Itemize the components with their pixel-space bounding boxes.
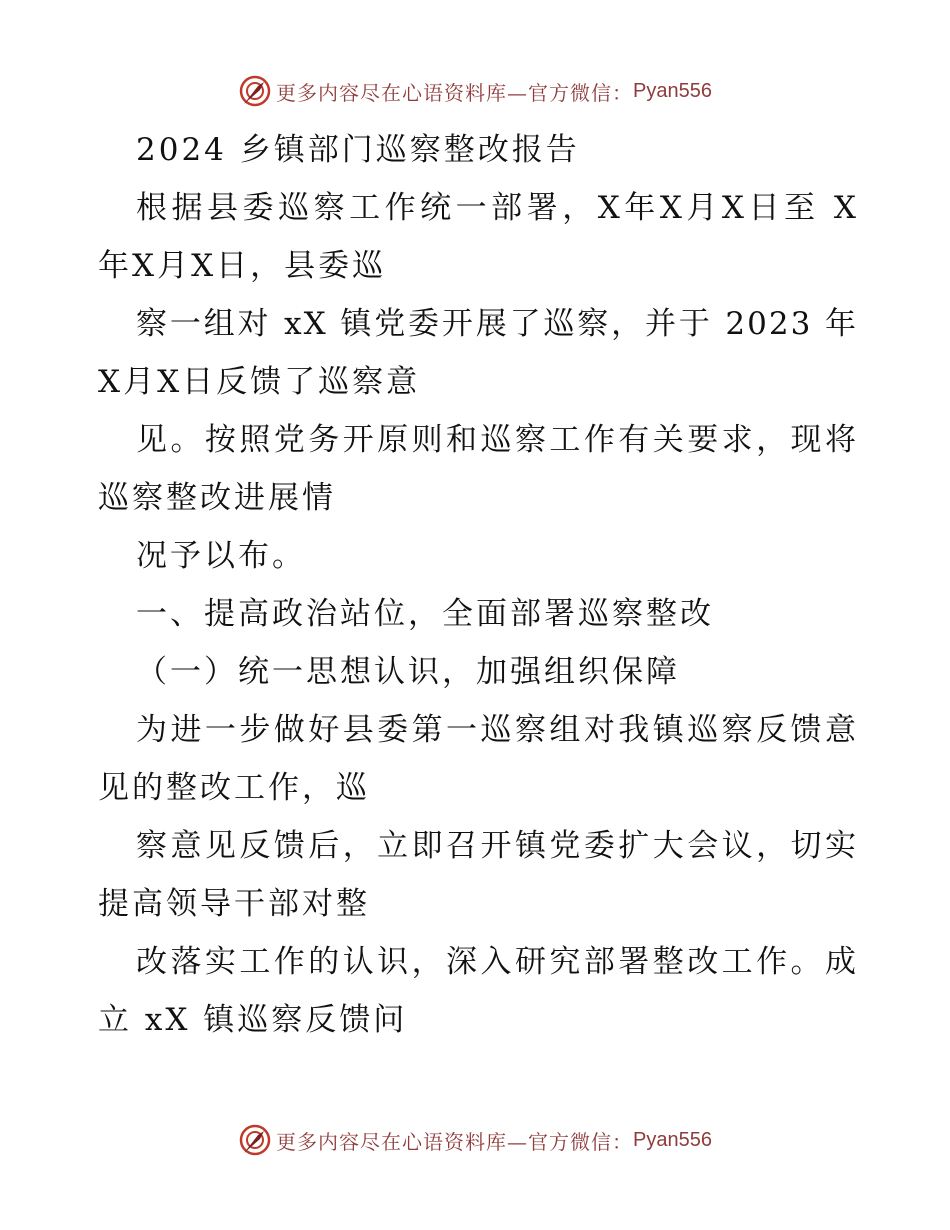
- paragraph-line: 察意见反馈后，立即召开镇党委扩大会议，切实: [136, 828, 858, 864]
- paragraph-line: 提高领导干部对整: [98, 886, 370, 922]
- header-watermark-banner: [0, 71, 950, 111]
- header-banner-id: Pyan556: [633, 79, 712, 102]
- header-banner-text: 更多内容尽在心语资料库—官方微信：: [276, 80, 634, 105]
- footer-banner-text: 更多内容尽在心语资料库—官方微信：: [276, 1129, 634, 1154]
- section-heading: 一、提高政治站位，全面部署巡察整改: [136, 596, 714, 632]
- footer-banner-id: Pyan556: [633, 1128, 712, 1151]
- paragraph-line: 见的整改工作，巡: [98, 770, 370, 806]
- pen-logo-icon: [238, 1123, 272, 1157]
- paragraph-line: 立 xX 镇巡察反馈问: [98, 1002, 408, 1038]
- paragraph-line: 改落实工作的认识，深入研究部署整改工作。成: [136, 944, 858, 980]
- paragraph-line: 见。按照党务开原则和巡察工作有关要求，现将: [136, 422, 858, 458]
- paragraph-line: 况予以布。: [136, 538, 306, 574]
- paragraph-line: 巡察整改进展情: [98, 480, 336, 516]
- paragraph-line: 为进一步做好县委第一巡察组对我镇巡察反馈意: [136, 712, 858, 748]
- document-title: 2024 乡镇部门巡察整改报告: [136, 132, 580, 168]
- paragraph-line: X月X日反馈了巡察意: [98, 364, 421, 400]
- paragraph-line: 察一组对 xX 镇党委开展了巡察，并于 2023 年: [136, 306, 858, 342]
- paragraph-line: 年X月X日，县委巡: [98, 248, 387, 284]
- pen-logo-icon: [238, 74, 272, 108]
- document-body: [98, 121, 858, 1049]
- paragraph-line: 根据县委巡察工作统一部署，X年X月X日至 X: [136, 190, 858, 226]
- subsection-heading: （一）统一思想认识，加强组织保障: [136, 654, 680, 690]
- footer-watermark-banner: [0, 1120, 950, 1160]
